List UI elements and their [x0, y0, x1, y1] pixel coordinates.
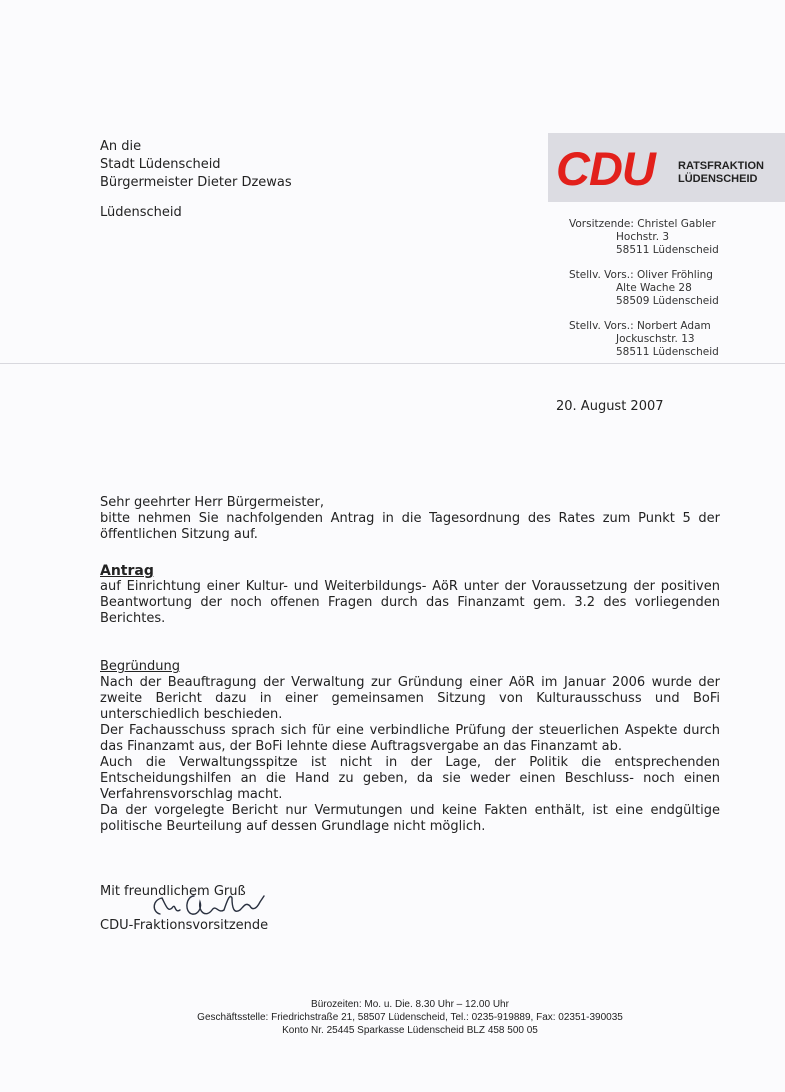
recipient-city: Lüdenscheid [100, 205, 182, 220]
recipient-line: An die [100, 139, 142, 154]
antrag-heading: Antrag [100, 563, 154, 579]
begruendung-paragraph: Auch die Verwaltungsspitze ist nicht in der Lage, der Politik die entsprechenden Entscheidungshilfen an die Hand zu geben, da sie weder einen Beschluss- noch einen Verfahrensvorschlag macht. [100, 755, 720, 802]
letter-body [100, 495, 720, 835]
board-member-city: 58511 Lüdenscheid [616, 346, 719, 358]
begruendung-paragraph: Da der vorgelegte Bericht nur Vermutungen und keine Fakten enthält, ist eine endgültige politische Beurteilung auf dessen Grundlage nicht möglich. [100, 803, 720, 834]
intro-paragraph: bitte nehmen Sie nachfolgenden Antrag in die Tagesordnung des Rates zum Punkt 5 der öffentlichen Sitzung auf. [100, 511, 720, 542]
cdu-logo [548, 133, 785, 202]
board-member-label: Stellv. Vors.: Oliver Fröhling [569, 269, 713, 281]
board-member-street: Alte Wache 28 [616, 282, 692, 294]
board-member-label: Stellv. Vors.: Norbert Adam [569, 320, 711, 332]
salutation: Sehr geehrter Herr Bürgermeister, [100, 495, 324, 510]
logo-subtitle-line: RATSFRAKTION [678, 160, 764, 172]
begruendung-paragraph: Der Fachausschuss sprach sich für eine verbindliche Prüfung der steuerlichen Aspekte durch das Finanzamt aus, der BoFi lehnte diese Auftragsvergabe an das Finanzamt ab. [100, 723, 720, 754]
logo-subtitle [678, 160, 764, 186]
recipient-line: Stadt Lüdenscheid [100, 157, 221, 172]
board-member-label: Vorsitzende: Christel Gabler [569, 218, 716, 230]
recipient-line: Bürgermeister Dieter Dzewas [100, 175, 292, 190]
letter-footer [0, 998, 785, 1037]
footer-office-hours: Bürozeiten: Mo. u. Die. 8.30 Uhr – 12.00 Uhr [311, 999, 509, 1010]
begruendung-heading: Begründung [100, 659, 180, 674]
handwritten-signature [146, 888, 276, 928]
letter-date: 20. August 2007 [556, 399, 664, 414]
board-member-city: 58511 Lüdenscheid [616, 244, 719, 256]
board-member-street: Hochstr. 3 [616, 231, 670, 243]
recipient-address [100, 138, 292, 222]
antrag-text: auf Einrichtung einer Kultur- und Weiterbildungs- AöR unter der Voraussetzung der positiven Beantwortung der noch offenen Fragen durch das Finanzamt gem. 3.2 des vorliegenden Berichtes. [100, 579, 720, 626]
footer-bank: Konto Nr. 25445 Sparkasse Lüdenscheid BLZ 458 500 05 [282, 1025, 538, 1036]
footer-office-address: Geschäftsstelle: Friedrichstraße 21, 58507 Lüdenscheid, Tel.: 0235-919889, Fax: 02351-390035 [197, 1012, 623, 1023]
board-member [569, 218, 719, 257]
board-member-street: Jockuschstr. 13 [616, 333, 695, 345]
board-member [569, 320, 719, 359]
logo-wordmark: CDU [556, 142, 655, 195]
begruendung-paragraph: Nach der Beauftragung der Verwaltung zur Gründung einer AöR im Januar 2006 wurde der zweite Bericht dazu in einer gemeinsamen Sitzung von Kulturausschuss und BoFi unterschiedlich beschieden. [100, 675, 720, 722]
board-member-city: 58509 Lüdenscheid [616, 295, 719, 307]
closing-greeting: Mit freundlichem Gruß [100, 884, 246, 899]
signer-role: CDU-Fraktionsvorsitzende [100, 918, 269, 933]
board-member [569, 269, 719, 308]
board-members [569, 218, 719, 371]
logo-subtitle-line: LÜDENSCHEID [678, 173, 758, 185]
